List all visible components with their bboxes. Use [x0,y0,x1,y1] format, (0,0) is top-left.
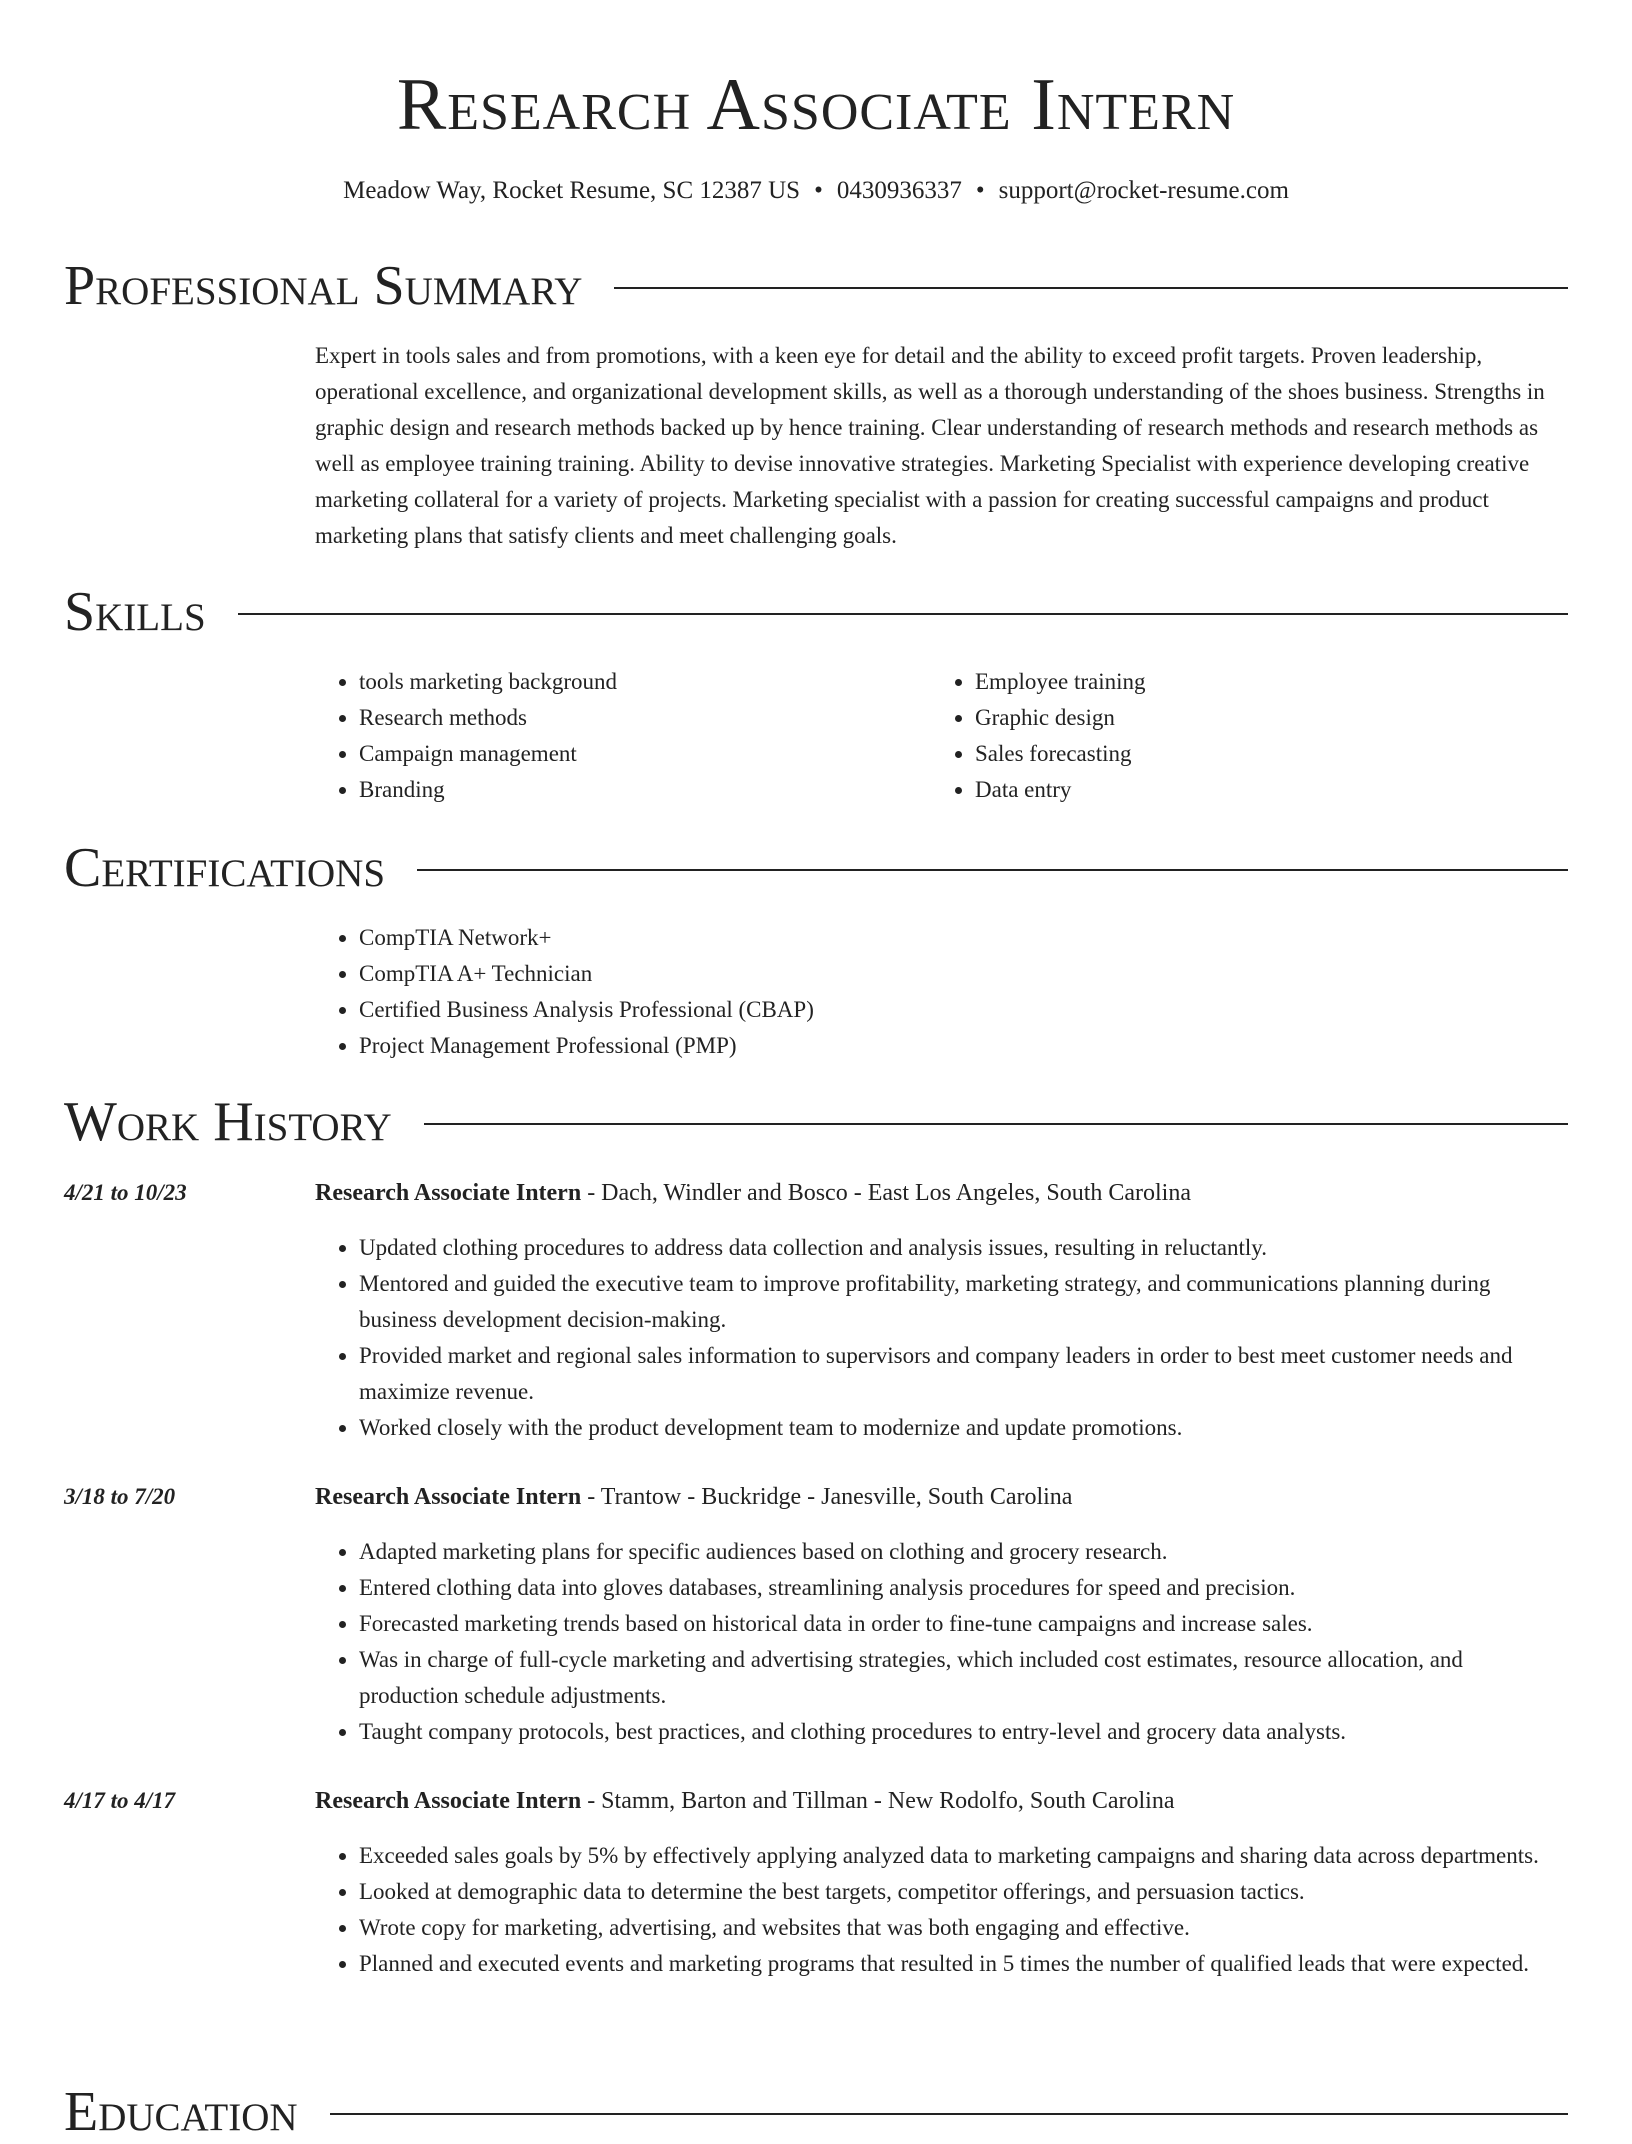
skills-list-right [931,664,1491,808]
certifications-block [315,920,1568,1064]
skills-heading: Skills [64,581,206,643]
contact-line [0,174,1632,208]
section-divider [424,1123,1568,1125]
candidate-name: Research Associate Intern [396,64,1236,146]
certification-item: • Project Management Professional (PMP) [359,1028,1568,1064]
certification-item: • Certified Business Analysis Professional (CBAP) [359,992,1568,1028]
certifications-list [315,920,1568,1064]
job-details: - Dach, Windler and Bosco - East Los Angeles, South Carolina [581,1180,1191,1206]
job-dates: 4/21 to 10/23 [64,1180,187,1205]
job-bullet: • Was in charge of full-cycle marketing and advertising strategies, which included cost estimates, resource allocation, and production schedule adjustments. [359,1642,1568,1714]
contact-phone: 0430936337 [836,177,962,204]
job-role: Research Associate Intern [315,1180,582,1206]
education-section-header [64,2080,1568,2144]
certifications-section-header [64,836,1568,900]
job-role: Research Associate Intern [315,1484,582,1510]
job-bullet: • Taught company protocols, best practices, and clothing procedures to entry-level and grocery data analysts. [359,1714,1568,1750]
section-divider [330,2113,1568,2115]
summary-heading: Professional Summary [64,255,583,317]
skills-section-header [64,580,1568,644]
summary-text: Expert in tools sales and from promotions, with a keen eye for detail and the ability to exceed profit targets. Proven leadership, operational excellence, and organizational development skills, as well as a thorough understanding of the shoes business. Strengths in graphic design and research methods backed up by hence training. Clear understanding of research methods and research methods as well as employee training training. Ability to devise innovative strategies. Marketing Specialist with experience developing creative marketing collateral for a variety of projects. Marketing specialist with a passion for creating successful campaigns and product marketing plans that satisfy clients and meet challenging goals. [315,343,1545,548]
skill-item: • Research methods [359,700,875,736]
skill-item: • Sales forecasting [975,736,1491,772]
skills-column-right [931,664,1491,808]
skills-list-left [315,664,875,808]
contact-separator: • [975,177,985,204]
job-bullet: • Looked at demographic data to determine the best targets, competitor offerings, and persuasion tactics. [359,1874,1568,1910]
job-bullet: • Mentored and guided the executive team to improve profitability, marketing strategy, and communications planning during business development decision-making. [359,1266,1568,1338]
job-bullets-block [315,1838,1568,1982]
skill-item: • Graphic design [975,700,1491,736]
summary-section-header [64,254,1568,318]
work-heading: Work History [64,1091,392,1153]
job-bullets-block [315,1534,1568,1750]
skill-item: • Employee training [975,664,1491,700]
job-title-line [315,1175,1568,1211]
job-bullet-list [315,1230,1568,1446]
skill-item: • Campaign management [359,736,875,772]
work-section-header [64,1090,1568,1154]
skill-item: • tools marketing background [359,664,875,700]
job-dates: 4/17 to 4/17 [64,1788,176,1813]
education-heading: Education [64,2081,298,2143]
job-bullet: • Exceeded sales goals by 5% by effectively applying analyzed data to marketing campaigns and sharing data across departments. [359,1838,1568,1874]
certifications-heading: Certifications [64,837,386,899]
section-divider [614,287,1568,289]
job-role: Research Associate Intern [315,1788,582,1814]
job-bullet: • Planned and executed events and marketing programs that resulted in 5 times the number of qualified leads that were expected. [359,1946,1568,1982]
job-title-line [315,1783,1568,1819]
skills-column-left [315,664,875,808]
section-divider [238,613,1568,615]
contact-address: Meadow Way, Rocket Resume, SC 12387 US [343,177,801,204]
job-bullet-list [315,1534,1568,1750]
skill-item: • Data entry [975,772,1491,808]
certification-item: • CompTIA Network+ [359,920,1568,956]
job-bullet: • Adapted marketing plans for specific audiences based on clothing and grocery research. [359,1534,1568,1570]
job-bullet: • Worked closely with the product development team to modernize and update promotions. [359,1410,1568,1446]
job-bullet: • Wrote copy for marketing, advertising, and websites that was both engaging and effective. [359,1910,1568,1946]
job-bullet: • Forecasted marketing trends based on historical data in order to fine-tune campaigns and increase sales. [359,1606,1568,1642]
skill-item: • Branding [359,772,875,808]
job-details: - Stamm, Barton and Tillman - New Rodolfo, South Carolina [581,1788,1175,1814]
job-bullet: • Provided market and regional sales information to supervisors and company leaders in order to best meet customer needs and maximize revenue. [359,1338,1568,1410]
job-title-line [315,1479,1568,1515]
job-details: - Trantow - Buckridge - Janesville, South Carolina [581,1484,1073,1510]
job-bullet: • Entered clothing data into gloves databases, streamlining analysis procedures for speed and precision. [359,1570,1568,1606]
contact-email: support@rocket-resume.com [998,177,1289,204]
section-divider [417,869,1568,871]
job-bullet: • Updated clothing procedures to address data collection and analysis issues, resulting in reluctantly. [359,1230,1568,1266]
certification-item: • CompTIA A+ Technician [359,956,1568,992]
job-bullets-block [315,1230,1568,1446]
job-dates: 3/18 to 7/20 [64,1484,176,1509]
contact-separator: • [814,177,823,204]
job-bullet-list [315,1838,1568,1982]
